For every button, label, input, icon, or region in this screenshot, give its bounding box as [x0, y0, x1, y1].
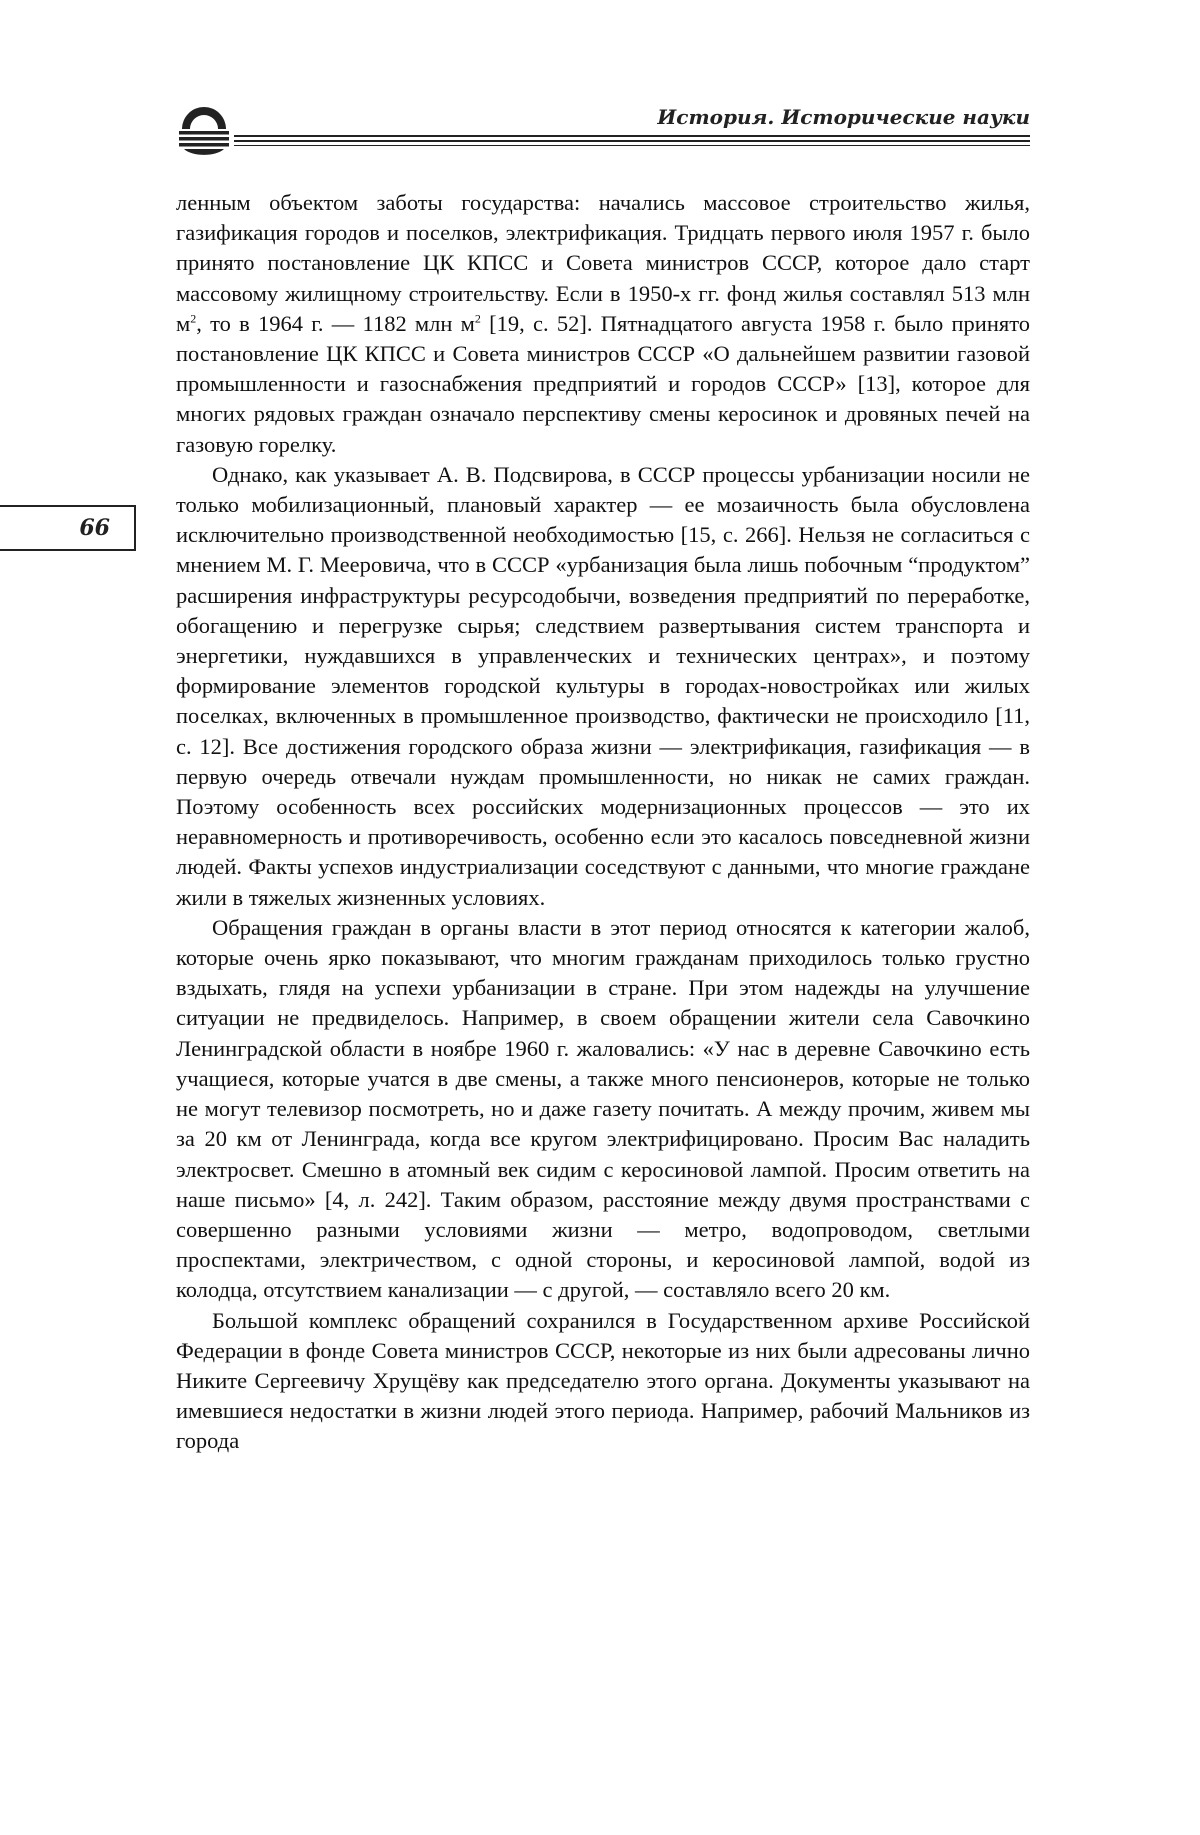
paragraph: Обращения граждан в органы власти в этот период относятся к категории жалоб, которые очень ярко показывают, что многим гражданам приходилось только грустно вздыхать, глядя на успехи урбанизации в стране. При этом надежды на улучшение ситуации не предвиделось. Например, в своем обращении жители села Савочкино Ленинградской области в ноябре 1960 г. жаловались: «У нас в деревне Савочкино есть учащиеся, которые учатся в две смены, а также много пенсионеров, которые не только не могут телевизор посмотреть, но и даже газету почитать. А между прочим, живем мы за 20 км от Ленинграда, когда все кругом электрифицировано. Просим Вас наладить электросвет. Смешно в атомный век сидим с керосиновой лампой. Просим ответить на наше письмо» [4, л. 242]. Таким образом, расстояние между двумя пространствами с совершенно разными условиями жизни — метро, водопроводом, светлыми проспектами, электричеством, с одной стороны, и керосиновой лампой, водой из колодца, отсутствием канализации — с другой, — составляло всего 20 км.	[176, 914, 1030, 1303]
page-number: 66	[79, 515, 110, 541]
body-text	[176, 188, 1030, 1457]
page-number-box	[0, 505, 136, 551]
running-title: История. Исторические науки	[657, 105, 1030, 129]
header-rule	[234, 140, 1030, 142]
paragraph: ленным объектом заботы государства: начались массовое строительство жилья, газификация городов и поселков, электрификация. Тридцать первого июля 1957 г. было принято постановление ЦК КПСС и Совета министров СССР, которое дало старт массовому жилищному строительству. Если в 1950-х гг. фонд жилья составлял 513 млн $м^2$, то в 1964 г. — 1182 млн $м^2$ [19, с. 52]. Пятнадцатого августа 1958 г. было принято постановление ЦК КПСС и Совета министров СССР «О дальнейшем развитии газовой промышленности и газоснабжения предприятий и городов СССР» [13], которое для многих рядовых граждан означало перспективу смены керосинок и дровяных печей на газовую горелку.	[176, 190, 1030, 457]
journal-logo-icon	[176, 103, 232, 155]
header-rule	[234, 135, 1030, 137]
header-rule	[234, 145, 1030, 146]
paragraph: Однако, как указывает А. В. Подсвирова, в СССР процессы урбанизации носили не только мобилизационный, плановый характер — ее мозаичность была обусловлена исключительно производственной необходимостью [15, с. 266]. Нельзя не согласиться с мнением М. Г. Мееровича, что в СССР «урбанизация была лишь побочным “продуктом” расширения инфраструктуры ресурсодобычи, возведения предприятий по переработке, обогащению и перегрузке сырья; следствием развертывания систем транспорта и энергетики, нуждавшихся в управленческих и технических центрах», и поэтому формирование элементов городской культуры в городах-новостройках или жилых поселках, включенных в промышленное производство, фактически не происходило [11, с. 12]. Все достижения городского образа жизни — электрификация, газификация — в первую очередь отвечали нуждам промышленности, но никак не самих граждан. Поэтому особенность всех российских модернизационных процессов — это их неравномерность и противоречивость, особенно если это касалось повседневной жизни людей. Факты успехов индустриализации соседствуют с данными, что многие граждане жили в тяжелых жизненных условиях.	[176, 461, 1030, 910]
page-header	[176, 95, 1030, 155]
paragraph: Большой комплекс обращений сохранился в Государственном архиве Российской Федерации в фонде Совета министров СССР, некоторые из них были адресованы лично Никите Сергеевичу Хрущёву как председателю этого органа. Документы указывают на имевшиеся недостатки в жизни людей этого периода. Например, рабочий Мальников из города	[176, 1307, 1030, 1454]
